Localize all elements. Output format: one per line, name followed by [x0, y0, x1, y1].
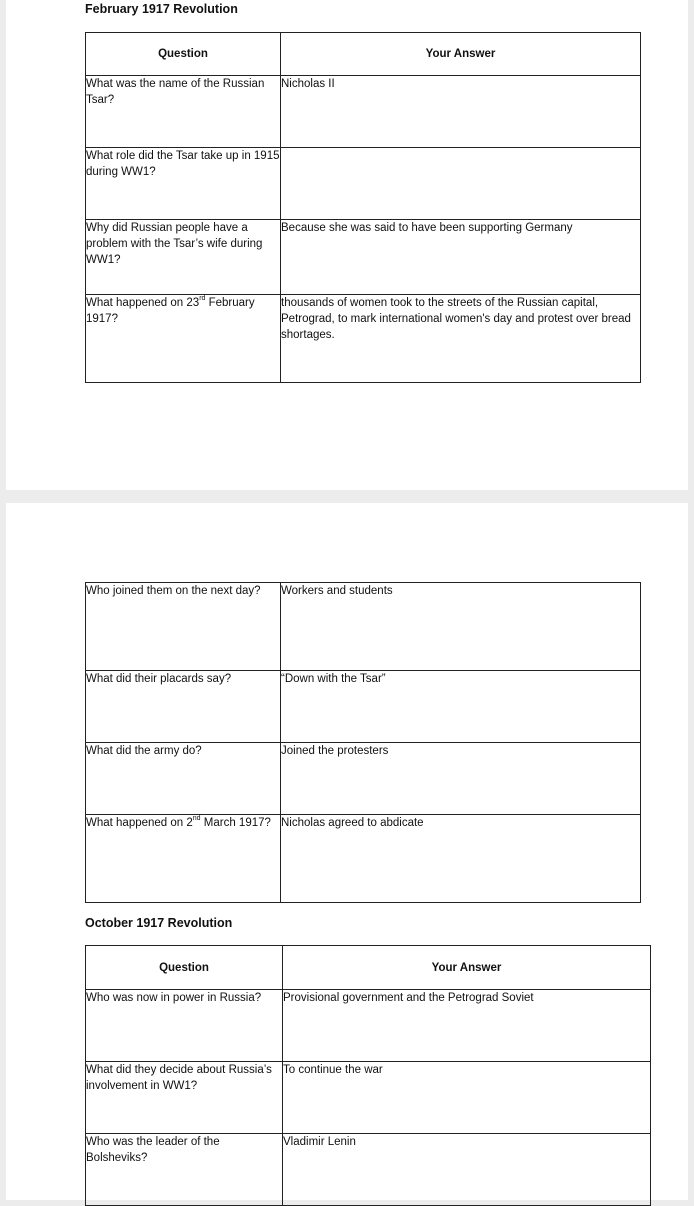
worksheet-page-1: [6, 0, 688, 490]
answer-column-header: Your Answer: [283, 946, 651, 990]
answer-cell[interactable]: thousands of women took to the streets of the Russian capital, Petrograd, to mark international women's day and protest over bread shortages.: [281, 295, 641, 383]
question-cell: What happened on 23rd February 1917?: [86, 295, 281, 383]
section-title-october: October 1917 Revolution: [85, 916, 233, 930]
question-cell: What did the army do?: [86, 743, 281, 815]
question-cell: What did their placards say?: [86, 671, 281, 743]
question-column-header: Question: [86, 946, 283, 990]
table-row: [86, 815, 641, 903]
question-cell: Who was the leader of the Bolsheviks?: [86, 1134, 283, 1206]
answer-cell[interactable]: Provisional government and the Petrograd Soviet: [283, 990, 651, 1062]
section-title-february: February 1917 Revolution: [85, 2, 238, 16]
february-revolution-table-continued: [85, 582, 641, 903]
answer-cell[interactable]: Vladimir Lenin: [283, 1134, 651, 1206]
february-revolution-table: [85, 32, 641, 383]
table-row: [86, 1134, 651, 1206]
question-cell: What did they decide about Russia’s involvement in WW1?: [86, 1062, 283, 1134]
table-row: [86, 1062, 651, 1134]
table-header-row: [86, 33, 641, 76]
question-cell: Who joined them on the next day?: [86, 583, 281, 671]
worksheet-page-2: [6, 503, 688, 1200]
question-cell: Who was now in power in Russia?: [86, 990, 283, 1062]
answer-cell[interactable]: Joined the protesters: [281, 743, 641, 815]
table-header-row: [86, 946, 651, 990]
october-revolution-table: [85, 945, 651, 1206]
table-row: [86, 990, 651, 1062]
table-row: [86, 743, 641, 815]
answer-cell[interactable]: Nicholas agreed to abdicate: [281, 815, 641, 903]
question-cell: What role did the Tsar take up in 1915 during WW1?: [86, 148, 281, 220]
question-column-header: Question: [86, 33, 281, 76]
answer-cell[interactable]: Nicholas II: [281, 76, 641, 148]
question-cell: What happened on 2nd March 1917?: [86, 815, 281, 903]
table-row: [86, 671, 641, 743]
answer-cell[interactable]: Because she was said to have been supporting Germany: [281, 220, 641, 295]
table-row: [86, 76, 641, 148]
table-row: [86, 295, 641, 383]
question-cell: Why did Russian people have a problem with the Tsar’s wife during WW1?: [86, 220, 281, 295]
answer-cell[interactable]: Workers and students: [281, 583, 641, 671]
question-cell: What was the name of the Russian Tsar?: [86, 76, 281, 148]
table-row: [86, 583, 641, 671]
answer-cell[interactable]: “Down with the Tsar”: [281, 671, 641, 743]
answer-cell[interactable]: To continue the war: [283, 1062, 651, 1134]
answer-cell[interactable]: [281, 148, 641, 220]
table-row: [86, 148, 641, 220]
table-row: [86, 220, 641, 295]
answer-column-header: Your Answer: [281, 33, 641, 76]
